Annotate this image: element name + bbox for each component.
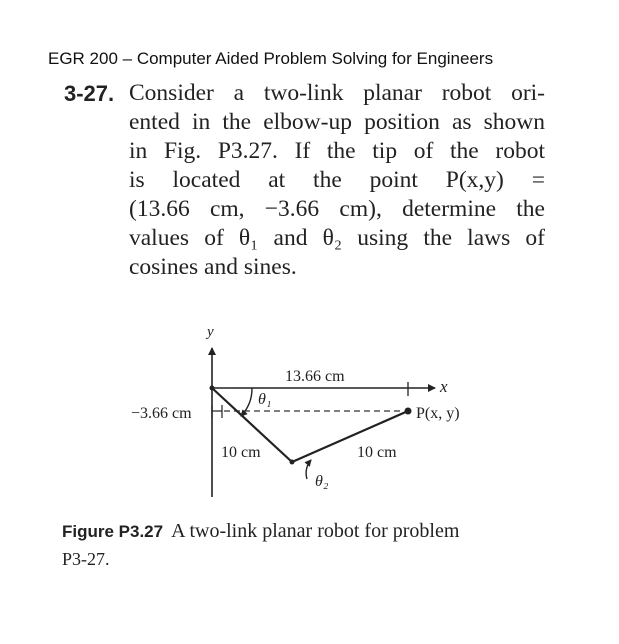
link-1-length-label: 10 cm (221, 444, 261, 461)
side-dimension-label: −3.66 cm (131, 405, 192, 422)
top-dimension-label: 13.66 cm (285, 368, 345, 385)
problem-line: Consider a two-link planar robot ori- (129, 80, 545, 106)
problem-line: ented in the elbow-up position as shown (129, 109, 545, 135)
problem-line: (13.66 cm, −3.66 cm), determine the (129, 196, 545, 222)
theta1-label: θ₁ (258, 391, 272, 408)
link-2-length-label: 10 cm (357, 444, 397, 461)
problem-line: cosines and sines. (129, 254, 297, 280)
problem-line: is located at the point P(x,y) = (129, 167, 545, 193)
tip-point (405, 408, 412, 415)
problem-line: in Fig. P3.27. If the tip of the robot (129, 138, 545, 164)
problem-number: 3-27. (64, 81, 115, 106)
y-axis-label: y (207, 324, 214, 340)
theta1-arc (241, 388, 252, 416)
caption-label: Figure P3.27 (62, 522, 164, 541)
tip-point-label: P(x, y) (416, 405, 460, 422)
theta2-arc (306, 460, 311, 479)
figure-caption (62, 518, 562, 574)
x-axis-label: x (440, 377, 448, 396)
theta2-label: θ₂ (315, 473, 329, 490)
caption-problem-ref: P3-27. (62, 549, 110, 569)
elbow-joint (290, 460, 295, 465)
problem-line: values of θ₁ and θ₂ using the laws of (129, 225, 545, 251)
caption-text: A two-link planar robot for problem (171, 520, 460, 542)
base-joint (210, 386, 215, 391)
course-title: EGR 200 – Computer Aided Problem Solving for Engineers (48, 49, 494, 68)
